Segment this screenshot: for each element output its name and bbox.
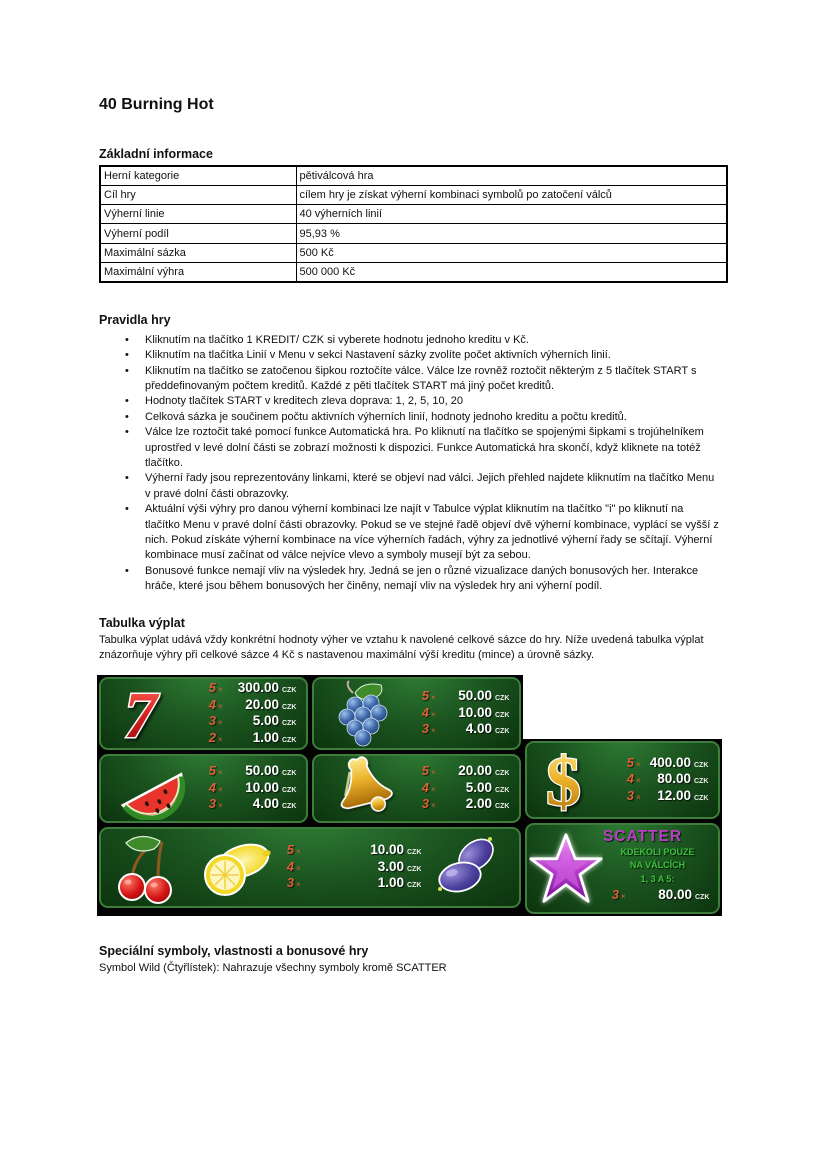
payout-value: 4.00 [465,721,492,737]
cherries-icon [104,829,190,905]
payout-row [413,705,512,722]
times-icon: × [296,863,301,873]
payout-currency: CZK [407,849,422,857]
payout-value: 10.00 [370,842,404,858]
times-icon: × [218,718,223,727]
panel-dollar [525,741,720,819]
basic-info-table [99,165,728,283]
payout-count: 4 [208,696,216,712]
info-label: Výherní linie [100,205,296,224]
payout-row [603,887,712,904]
payout-count: 4 [421,704,429,720]
times-icon: × [218,734,223,744]
info-value: 95,93 % [296,224,727,243]
panel-scatter [525,823,720,914]
times-icon: × [621,892,626,901]
payout-currency: CZK [495,803,510,811]
list-item: • Aktuální výši výhry pro danou výherní kombinaci lze najít v Tabulce výplat kliknutím na tlačítko "i" po kliknutí na tlačítko Menu v pravé dolní části obrazovky. Pokud se ve stejné řadě objeví dvě výherní kombinace, vyplácí se vyšší z nich. Pokud získáte výherní kombinace na více výherních řadách, výhry za jednotlivé výherní řady se sčítají. Výherní kombinace musí začínat od válce nejvíce vlevo a symboly musejí být za sebou. [99,502,728,564]
payout-row [200,730,299,747]
times-icon: × [218,801,223,811]
paytable-row-3 [97,825,523,910]
payout-currency: CZK [282,703,297,711]
paytable-image [97,675,722,916]
scatter-note-line: KDEKOLI POUZE [620,846,695,857]
payout-count: 4 [208,779,216,795]
payout-count: 3 [611,887,619,902]
payout-currency: CZK [495,770,510,778]
list-item: • Kliknutím na tlačítko se zatočenou šipkou roztočíte válce. Válce lze rovněž roztočit některým z 5 tlačítek START s předdefinovaným počtem kreditů. Každé z pěti tlačítek START má jiný počet kreditů. [99,364,728,395]
payout-currency: CZK [282,736,297,744]
page-title: 40 Burning Hot [99,96,214,113]
payout-row [413,796,512,813]
payout-value: 2.00 [465,796,492,812]
rules-list [99,333,728,595]
payout-count: 5 [208,680,216,695]
payout-currency: CZK [282,803,297,811]
list-item: • Kliknutím na tlačítko 1 KREDIT/ CZK si vyberete hodnotu jednoho kreditu v Kč. [99,333,728,348]
payout-row [618,755,711,772]
panel-grapes [312,677,521,750]
payout-value: 1.00 [252,729,279,745]
seven-icon [104,679,198,747]
rules-heading: Pravidla hry [99,312,171,327]
payout-list [198,680,299,746]
times-icon: × [218,685,223,694]
payout-count: 3 [286,875,294,891]
bullet-icon [125,333,145,348]
payout-list [198,763,299,813]
payout-row [278,859,424,876]
payout-value: 80.00 [657,771,691,787]
payout-value: 3.00 [377,858,404,874]
payout-row [413,721,512,738]
bullet-icon [125,471,145,502]
bullet-icon [125,394,145,409]
table-row [100,243,727,262]
payout-row [200,713,299,730]
payout-count: 3 [208,796,216,812]
times-icon: × [431,693,436,703]
bullet-icon [125,425,145,471]
panel-watermelon [99,754,308,823]
payout-currency: CZK [282,687,297,694]
scatter-note-line: 1, 3 A 5: [640,873,675,884]
payout-value: 5.00 [465,779,492,795]
times-icon: × [431,726,436,736]
payout-row [278,842,424,859]
watermelon-icon [104,756,198,820]
payout-value: 50.00 [458,688,492,704]
table-row [100,262,727,281]
times-icon: × [296,880,301,890]
info-value: cílem hry je získat výherní kombinaci symbolů po zatočení válců [296,185,727,204]
svg-text:7: 7 [124,679,157,747]
times-icon: × [431,784,436,794]
bullet-icon [125,348,145,363]
payout-currency: CZK [282,770,297,778]
payout-row [413,780,512,797]
payout-count: 5 [208,763,216,779]
payout-list [411,763,512,813]
times-icon: × [431,709,436,719]
payout-currency: CZK [694,794,709,802]
panel-seven [99,677,308,750]
payout-row [618,771,711,788]
list-item: • Kliknutím na tlačítka Linií v Menu v sekci Nastavení sázky zvolíte počet aktivních výherních linií. [99,348,728,363]
info-label: Maximální sázka [100,243,296,262]
times-icon: × [218,768,223,778]
panel-bell [312,754,521,823]
payout-count: 5 [421,688,429,704]
payout-count: 5 [421,763,429,779]
payout-row [200,796,299,813]
list-item: • Výherní řady jsou reprezentovány linkami, které se objeví nad válci. Jejich přehled najdete kliknutím na tlačítko Menu v pravé dolní části obrazovky. [99,471,728,502]
payout-count: 3 [208,713,216,728]
payout-currency: CZK [407,865,422,873]
times-icon: × [636,776,641,786]
scatter-note-line: NA VÁLCÍCH [629,860,686,870]
info-value: 40 výherních linií [296,205,727,224]
grapes-icon [317,679,411,747]
payout-row [413,763,512,780]
table-row [100,205,727,224]
list-item: • Válce lze roztočit také pomocí funkce Automatická hra. Po kliknutí na tlačítko se spojenými šipkami s trojúhelníkem uprostřed v levé dolní části se zobrazí možnosti k dispozici. Funkce Automatická hra skončí, když kliknete na totéž tlačítko. [99,425,728,471]
payout-value: 400.00 [649,754,691,770]
payout-currency: CZK [694,761,709,769]
payout-count: 4 [626,771,634,787]
bullet-icon [125,410,145,425]
payout-count: 3 [626,787,634,803]
payout-currency: CZK [495,786,510,794]
table-row [100,224,727,243]
payout-currency: CZK [495,711,510,719]
orange-icon [510,830,521,904]
list-item: • Bonusové funkce nemají vliv na výsledek hry. Jedná se jen o různé vizualizace daných bonusových her. Interakce hráče, které jsou během bonusových her činěny, nemají vliv na výsledek hry ani výherní podíl. [99,564,728,595]
plum-icon [424,831,510,903]
payout-row [200,763,299,780]
payout-currency: CZK [407,882,422,890]
payout-count: 4 [286,858,294,874]
payout-count: 3 [421,721,429,737]
payout-row [278,875,424,892]
panel-fruits [99,827,521,908]
times-icon: × [636,792,641,802]
special-heading: Speciální symboly, vlastnosti a bonusové hry [99,943,369,958]
dollar-icon [530,743,616,817]
info-label: Herní kategorie [100,166,296,185]
scatter-info [603,828,712,910]
paytable-right-body [523,739,722,916]
scatter-title: SCATTER [602,827,683,845]
paytable-row-1 [97,675,523,752]
times-icon: × [218,701,223,711]
bell-icon [317,755,411,821]
payout-currency: CZK [495,695,510,703]
special-text: Symbol Wild (Čtyřlístek): Nahrazuje všechny symboly kromě SCATTER [99,961,447,974]
lemon-icon [190,831,276,903]
payout-currency: CZK [495,728,510,736]
info-label: Maximální výhra [100,262,296,281]
times-icon: × [431,768,436,778]
payout-row [200,780,299,797]
info-label: Výherní podíl [100,224,296,243]
list-item: • Hodnoty tlačítek START v kreditech zleva doprava: 1, 2, 5, 10, 20 [99,394,728,409]
payout-value: 50.00 [245,763,279,779]
bullet-icon [125,502,145,564]
payout-list [411,688,512,738]
info-value: 500 Kč [296,243,727,262]
payout-currency: CZK [282,720,297,727]
payout-count: 3 [421,796,429,812]
payout-value: 5.00 [252,713,279,728]
info-value: 500 000 Kč [296,262,727,281]
paytable-row-2 [97,752,523,825]
info-label: Cíl hry [100,185,296,204]
bullet-icon [125,364,145,395]
payout-row [200,680,299,697]
payout-list [616,755,711,805]
info-value: pětiválcová hra [296,166,727,185]
payout-count: 4 [421,779,429,795]
payout-currency: CZK [694,778,709,786]
times-icon: × [296,847,301,857]
payout-row [200,697,299,714]
times-icon: × [636,759,641,769]
payout-value: 20.00 [245,696,279,712]
payout-value: 300.00 [237,680,279,695]
payout-value: 12.00 [657,787,691,803]
times-icon: × [431,801,436,811]
payout-currency: CZK [282,786,297,794]
paytable-intro: Tabulka výplat udává vždy konkrétní hodnoty výher ve vztahu k navolené celkové sázce do hry. Níže uvedená tabulka výplat znázorňuje výhry při celkové sázce 4 Kč s nastavenou maximální výší kreditu (mince) a úrovně sázky. [99,633,704,662]
payout-value: 10.00 [458,704,492,720]
payout-value: 80.00 [658,887,692,902]
payout-list [276,842,424,892]
table-row [100,166,727,185]
paytable-right-block [523,675,722,916]
paytable-left-block [97,675,523,916]
payout-value: 10.00 [245,779,279,795]
payout-value: 1.00 [377,875,404,891]
payout-count: 5 [626,754,634,770]
payout-value: 4.00 [252,796,279,812]
table-row [100,185,727,204]
times-icon: × [218,784,223,794]
payout-value: 20.00 [458,763,492,779]
basic-info-heading: Základní informace [99,147,213,161]
bullet-icon [125,564,145,595]
payout-row [618,788,711,805]
payout-count: 2 [208,729,216,745]
paytable-heading: Tabulka výplat [99,615,185,630]
svg-text:$: $ [546,743,581,817]
list-item: • Celková sázka je součinem počtu aktivních výherních linií, hodnoty jednoho kreditu a počtu kreditů. [99,410,728,425]
payout-count: 5 [286,842,294,858]
payout-currency: CZK [695,894,710,901]
payout-row [413,688,512,705]
image-gap [523,675,722,739]
payout-list [603,886,712,904]
